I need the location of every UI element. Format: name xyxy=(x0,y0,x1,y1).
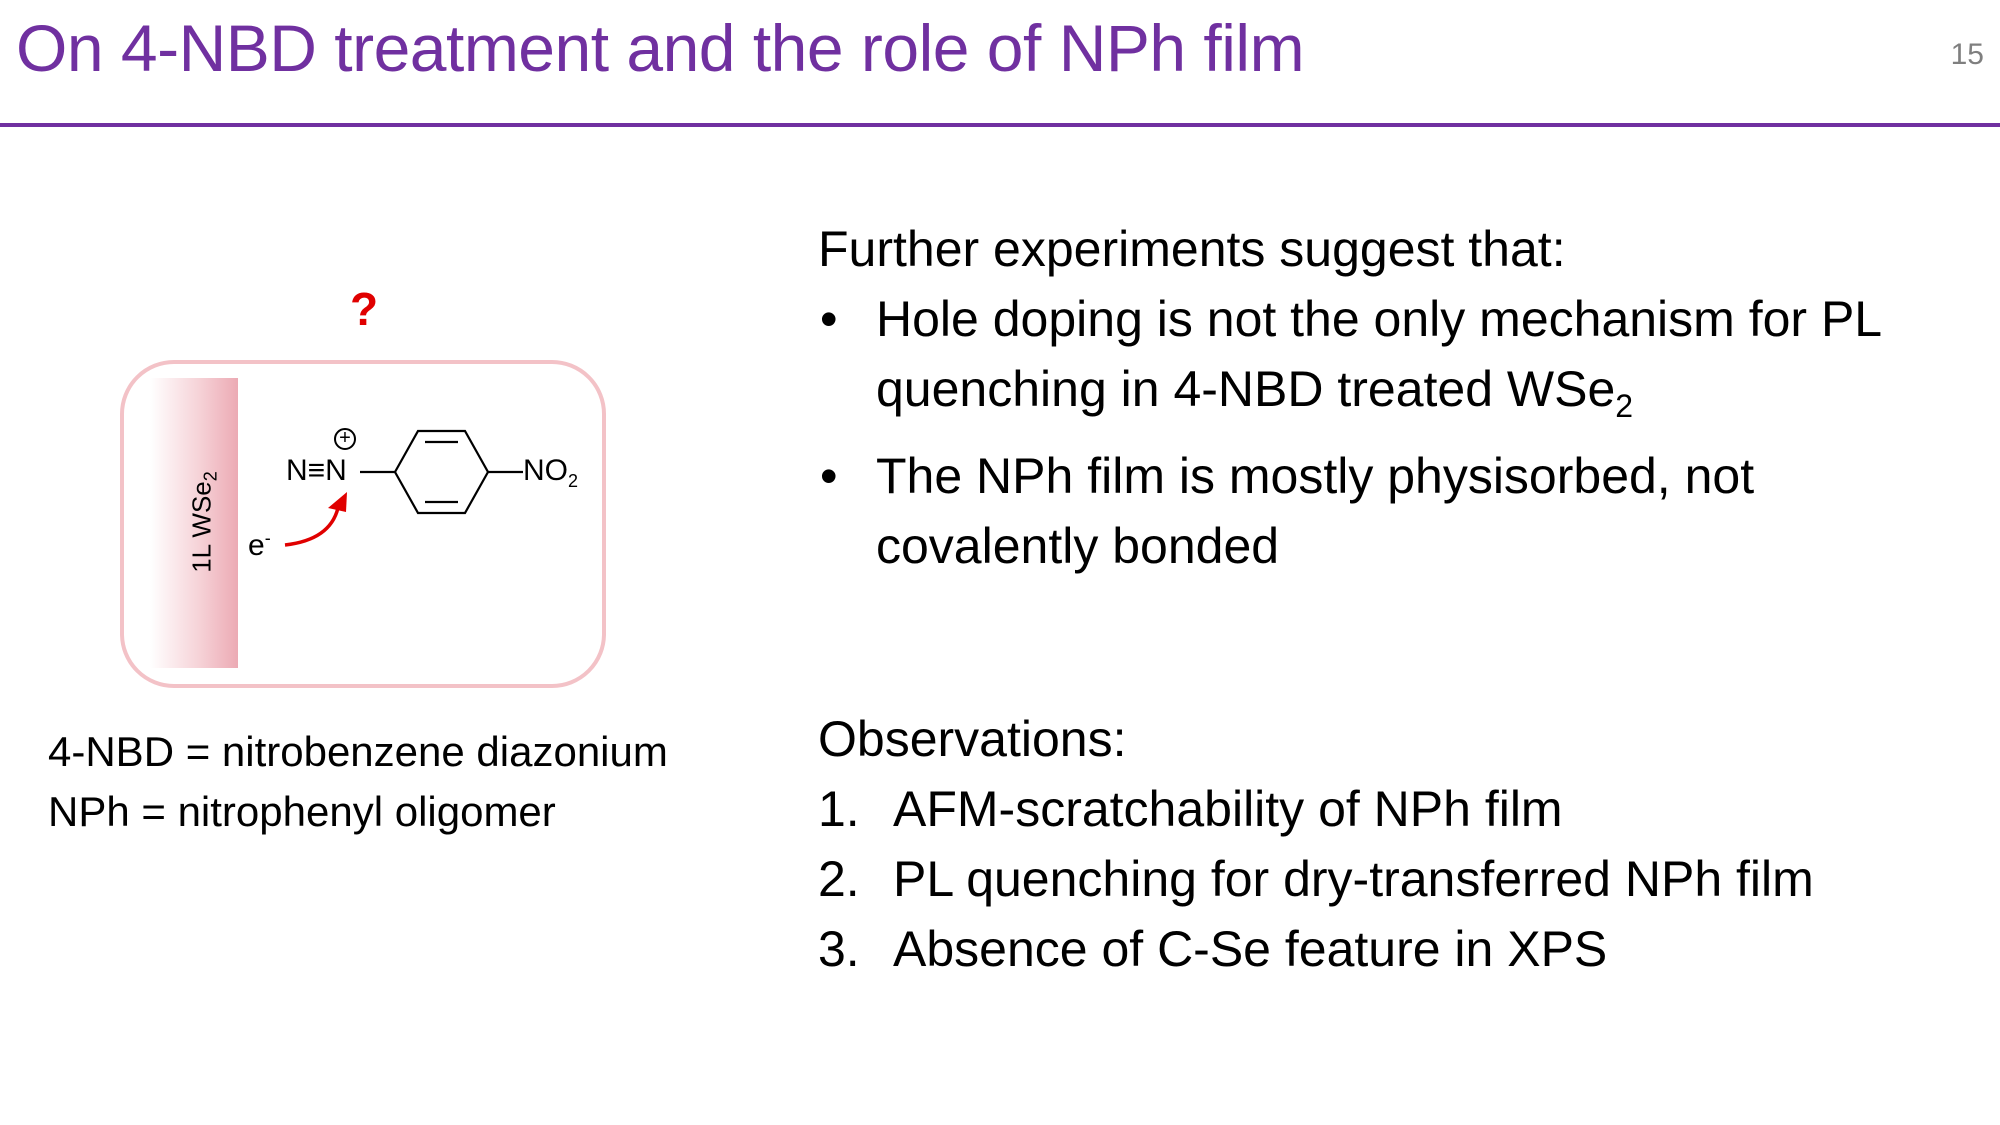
diazonium-label: N≡N xyxy=(286,454,347,487)
definition-nph: NPh = nitrophenyl oligomer xyxy=(48,788,556,835)
observations-heading: Observations: xyxy=(818,711,1127,767)
further-heading: Further experiments suggest that: xyxy=(818,221,1566,277)
finding-item: • The NPh film is mostly physisorbed, not covalently bonded xyxy=(818,441,1986,581)
definition-4nbd: 4-NBD = nitrobenzene diazonium xyxy=(48,728,668,775)
title-divider xyxy=(0,123,2000,127)
nitro-group-label: $NO_2$ xyxy=(523,454,579,491)
observation-item: 2. PL quenching for dry-transferred NPh film xyxy=(818,851,1814,907)
observation-item: 1. AFM-scratchability of NPh film xyxy=(818,781,1563,837)
definitions xyxy=(48,722,668,842)
finding-item: • Hole doping is not the only mechanism for PL quenching in 4-NBD treated WSe$_2$ xyxy=(818,284,1986,441)
wse2-label: 1L WSe$_2$ xyxy=(186,471,221,573)
bullet-icon: • xyxy=(820,291,838,347)
bullet-icon: • xyxy=(820,448,838,504)
observation-item: 3. Absence of C-Se feature in XPS xyxy=(818,921,1608,977)
observations-list xyxy=(818,774,1814,984)
page-number: 15 xyxy=(1950,38,1984,71)
electron-label: e- xyxy=(248,528,271,562)
slide-title: On 4-NBD treatment and the role of NPh film xyxy=(16,11,1305,85)
question-mark: ? xyxy=(350,283,379,335)
findings-list xyxy=(818,284,1986,581)
positive-charge-icon: + xyxy=(334,428,356,450)
